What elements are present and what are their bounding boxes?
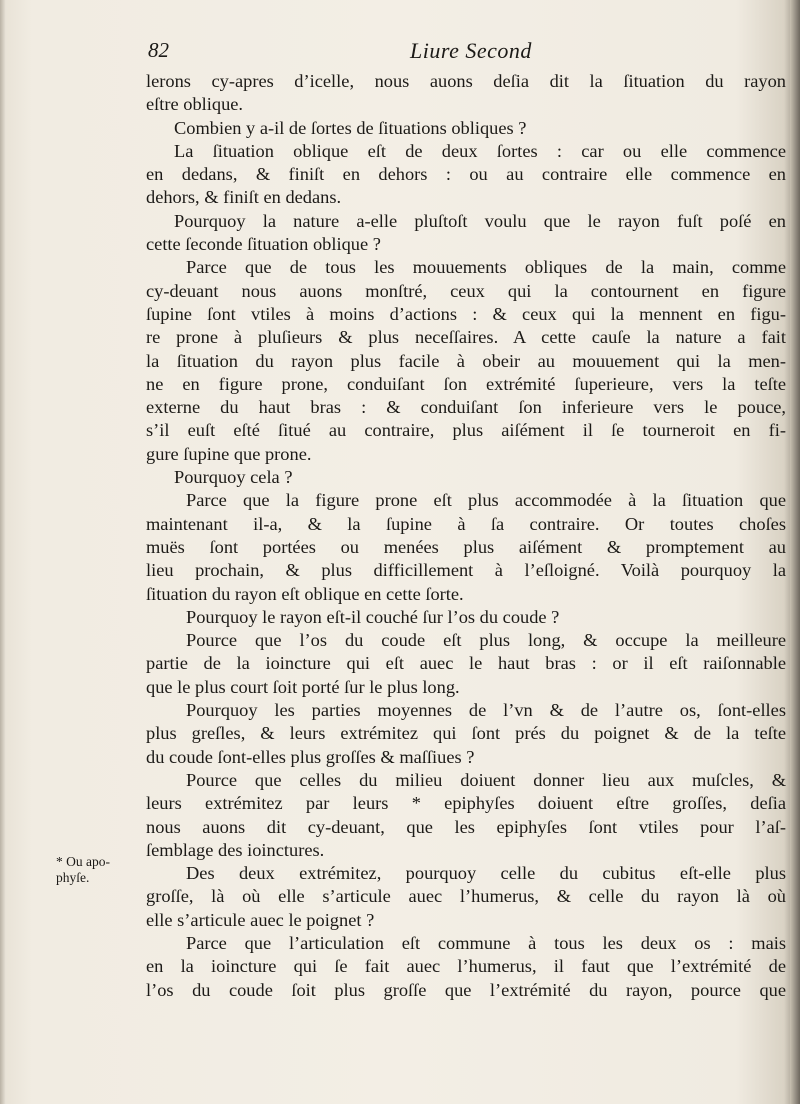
page-number: 82	[148, 38, 169, 62]
text-line: dehors, & finiſt en dedans.	[146, 187, 342, 208]
text-line: partie de la ioincture qui eſt auec le haut bras : or il eſt raiſonnable	[146, 653, 786, 674]
text-line: lieu prochain, & plus difficillement à l’eſloigné. Voilà pourquoy la	[146, 560, 786, 581]
text-line: re prone à pluſieurs & plus neceſſaires. A cette cauſe la nature a fait	[146, 327, 786, 348]
text-line: groſſe, là où elle s’articule auec l’humerus, & celle du rayon là où	[146, 886, 786, 907]
text-line: du coude ſont-elles plus groſſes & maſſiues ?	[146, 746, 475, 767]
margin-note: * Ou apo- phyſe.	[56, 854, 110, 885]
text-line: gure ſupine que prone.	[146, 443, 312, 464]
question-line: Pourquoy le rayon eſt-il couché ſur l’os du coude ?	[186, 606, 560, 627]
text-line: La ſituation oblique eſt de deux ſortes : car ou elle commence	[174, 140, 786, 161]
text-line: plus greſles, & leurs extrémitez qui ſont prés du poignet & de la teſte	[146, 723, 786, 744]
text-line: lerons cy-apres d’icelle, nous auons deſia dit la ſituation du rayon	[146, 71, 786, 91]
text-line: elle s’articule auec le poignet ?	[146, 909, 375, 930]
text-line: s’il euſt eſté ſitué au contraire, plus aiſément il ſe tourneroit en fi-	[146, 420, 786, 441]
text-line: muës ſont portées ou menées plus aiſément & promptement au	[146, 536, 786, 557]
page-header	[148, 38, 748, 68]
question-line: Pourquoy la nature a-elle pluſtoſt voulu que le rayon fuſt poſé en	[174, 210, 786, 231]
text-line: ne en figure prone, conduiſant ſon extrémité ſuperieure, vers la teſte	[146, 373, 786, 394]
text-line: eſtre oblique.	[146, 94, 244, 115]
answer-line: Parce que l’articulation eſt commune à tous les deux os : mais	[186, 932, 786, 953]
text-line: nous auons dit cy-deuant, que les epiphyſes ſont vtiles pour l’aſ-	[146, 816, 786, 837]
text-line: en la ioincture qui ſe fait auec l’humerus, il faut que l’extrémité de	[146, 956, 786, 977]
answer-line: Parce que la figure prone eſt plus accommodée à la ſituation que	[186, 490, 786, 511]
text-line: en dedans, & finiſt en dehors : ou au contraire elle commence en	[146, 164, 786, 185]
text-line: l’os du coude ſoit plus groſſe que l’extrémité du rayon, pource que	[146, 979, 786, 1000]
question-line: Combien y a-il de ſortes de ſituations obliques ?	[174, 117, 527, 138]
answer-line: Pource que l’os du coude eſt plus long, & occupe la meilleure	[186, 630, 786, 651]
text-line: la ſituation du rayon plus facile à obeir au mouuement qui la men-	[146, 350, 786, 371]
question-line: Pourquoy cela ?	[174, 467, 293, 488]
body-text	[146, 70, 786, 1002]
text-line: ſituation du rayon eſt oblique en cette ſorte.	[146, 583, 464, 604]
text-line: que le plus court ſoit porté ſur le plus long.	[146, 676, 460, 697]
text-line: maintenant il-a, & la ſupine à ſa contraire. Or toutes choſes	[146, 513, 786, 534]
text-line: cy-deuant nous auons monſtré, ceux qui la contournent en figure	[146, 280, 786, 301]
page-edge	[790, 0, 800, 1104]
answer-line: Parce que de tous les mouuements obliques de la main, comme	[186, 257, 786, 278]
running-title: Liure Second	[410, 38, 532, 63]
question-line: Des deux extrémitez, pourquoy celle du cubitus eſt-elle plus	[186, 863, 786, 884]
answer-line: Pource que celles du milieu doiuent donner lieu aux muſcles, &	[186, 769, 786, 790]
text-line: ſemblage des ioinctures.	[146, 839, 325, 860]
text-line: cette ſeconde ſituation oblique ?	[146, 234, 381, 255]
text-line: externe du haut bras : & conduiſant ſon inferieure vers le pouce,	[146, 397, 786, 418]
question-line: Pourquoy les parties moyennes de l’vn & de l’autre os, ſont-elles	[186, 700, 786, 721]
text-line: ſupine ſont vtiles à moins d’actions : & ceux qui la mennent en figu-	[146, 303, 786, 324]
page-gutter	[0, 0, 6, 1104]
text-line: leurs extrémitez par leurs * epiphyſes doiuent eſtre groſſes, deſia	[146, 793, 786, 814]
